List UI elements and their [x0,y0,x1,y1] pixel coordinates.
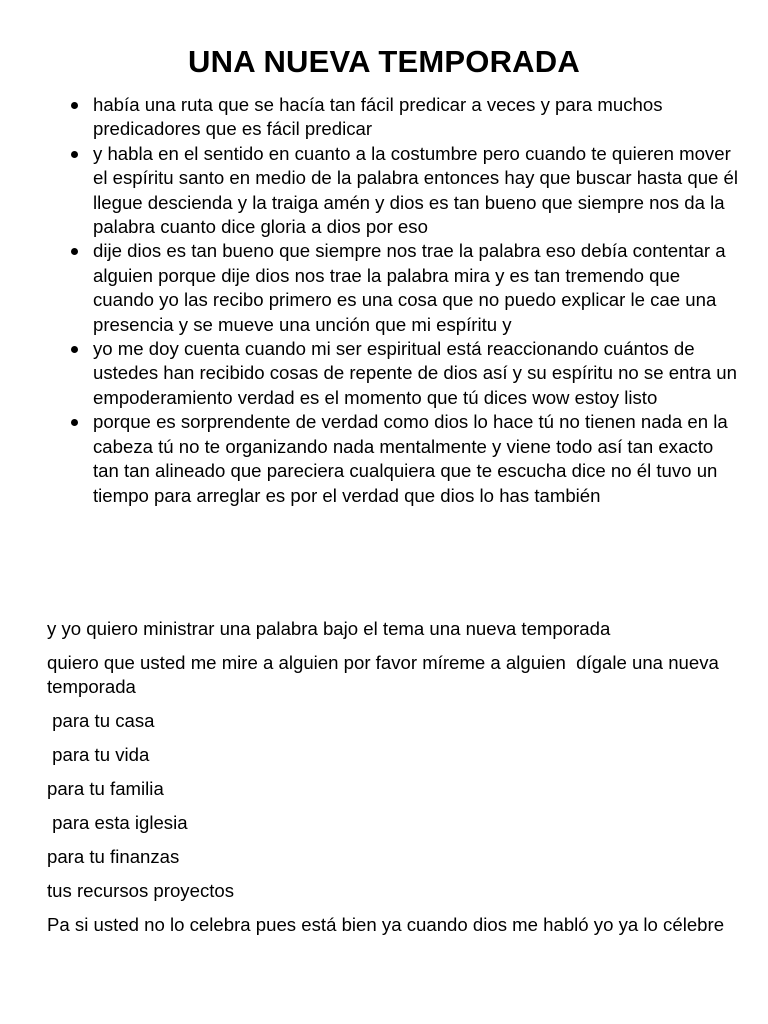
bullet-dot-icon [71,346,78,353]
paragraph: para tu casa [47,710,155,732]
bullet-item [0,142,740,240]
bullet-text: y habla en el sentido en cuanto a la costumbre pero cuando te quieren mover el espíritu santo en medio de la palabra entonces hay que buscar hasta que él llegue descienda y la traiga amén y dios es tan bueno que siempre nos da la palabra cuanto dice gloria a dios por eso [93,142,739,238]
bullet-item [0,93,740,142]
bullet-dot-icon [71,151,78,158]
bullet-item [0,239,740,337]
paragraph: para tu familia [47,778,164,800]
body-paragraphs [47,617,737,947]
bullet-list [0,93,740,508]
paragraph: para tu finanzas [47,846,180,868]
bullet-text: dije dios es tan bueno que siempre nos trae la palabra eso debía contentar a alguien porque dije dios nos trae la palabra mira y es tan tremendo que cuando yo las recibo primero es una cosa que no puedo explicar le cae una presencia y se mueve una unción que mi espíritu y [93,240,726,335]
bullet-item [0,337,740,410]
paragraph: Pa si usted no lo celebra pues está bien ya cuando dios me habló yo ya lo célebre [47,914,725,936]
paragraph: para esta iglesia [47,812,188,834]
bullet-dot-icon [71,419,78,426]
page-title: UNA NUEVA TEMPORADA [188,44,580,79]
paragraph: tus recursos proyectos [47,880,235,902]
bullet-dot-icon [71,248,78,255]
paragraph: quiero que usted me mire a alguien por favor míreme a alguien dígale una nueva temporada [47,652,725,698]
paragraph: y yo quiero ministrar una palabra bajo el tema una nueva temporada [47,618,611,639]
bullet-text: porque es sorprendente de verdad como dios lo hace tú no tienen nada en la cabeza tú no te organizando nada mentalmente y viene todo así tan exacto tan tan alineado que pareciera cualquiera que te escucha dice no él tuvo un tiempo para arreglar es por el verdad que dios lo has también [93,411,728,506]
bullet-item [0,410,740,508]
paragraph: para tu vida [47,744,150,766]
bullet-text: había una ruta que se hacía tan fácil predicar a veces y para muchos predicadores que es fácil predicar [93,94,663,140]
bullet-dot-icon [71,102,78,109]
bullet-text: yo me doy cuenta cuando mi ser espiritual está reaccionando cuántos de ustedes han recibido cosas de repente de dios así y su espíritu no se entra un empoderamiento verdad es el momento que tú dices wow estoy listo [93,338,737,408]
